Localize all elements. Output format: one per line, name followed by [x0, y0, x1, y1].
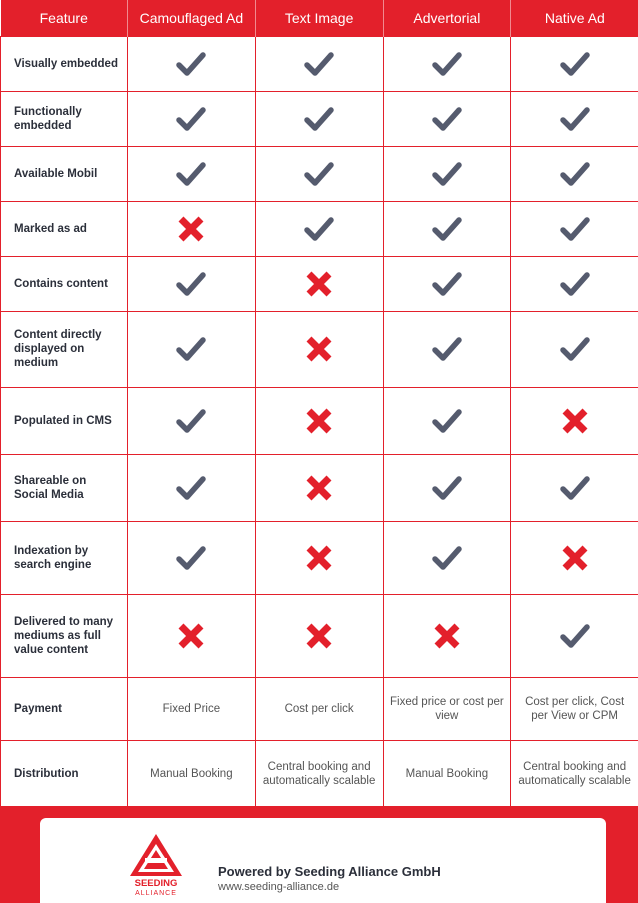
mark-cell: [383, 311, 511, 387]
feature-label: Populated in CMS: [1, 387, 128, 454]
check-icon: [430, 47, 464, 81]
cross-icon: [558, 541, 592, 575]
check-icon: [174, 157, 208, 191]
check-icon: [558, 47, 592, 81]
mark-cell: [511, 311, 638, 387]
cross-icon: [302, 619, 336, 653]
table-row: [1, 521, 638, 594]
cross-icon: [558, 404, 592, 438]
cross-icon: [302, 267, 336, 301]
mark-cell: [255, 594, 383, 677]
mark-cell: [255, 201, 383, 256]
mark-cell: [511, 594, 638, 677]
check-icon: [174, 471, 208, 505]
check-icon: [302, 212, 336, 246]
header-cell: Feature: [39, 9, 88, 26]
table-row: [1, 677, 638, 740]
check-icon: [174, 541, 208, 575]
table-row: [1, 201, 638, 256]
cross-icon: [174, 619, 208, 653]
check-icon: [174, 404, 208, 438]
mark-cell: [128, 146, 256, 201]
check-icon: [430, 212, 464, 246]
mark-cell: [383, 36, 511, 91]
mark-cell: [255, 521, 383, 594]
mark-cell: [511, 387, 638, 454]
website-link[interactable]: www.seeding-alliance.de: [218, 881, 340, 893]
mark-cell: [128, 521, 256, 594]
text-cell: Central booking and automatically scalable: [255, 740, 383, 807]
seeding-alliance-logo: [126, 832, 186, 898]
check-icon: [558, 267, 592, 301]
feature-label: Available Mobil: [1, 146, 128, 201]
mark-cell: [383, 521, 511, 594]
footer: [0, 806, 638, 903]
text-cell: Manual Booking: [383, 740, 511, 807]
feature-label: Indexation by search engine: [1, 521, 128, 594]
feature-label: Functionally embedded: [1, 91, 128, 146]
check-icon: [558, 212, 592, 246]
check-icon: [174, 332, 208, 366]
feature-label: Content directly displayed on medium: [1, 311, 128, 387]
mark-cell: [383, 91, 511, 146]
mark-cell: [511, 201, 638, 256]
footer-card: [40, 818, 606, 903]
header-cell: Camouflaged Ad: [128, 0, 256, 36]
text-cell: Fixed price or cost per view: [383, 677, 511, 740]
text-cell: Cost per click: [255, 677, 383, 740]
check-icon: [558, 157, 592, 191]
mark-cell: [255, 454, 383, 521]
check-icon: [302, 102, 336, 136]
check-icon: [430, 332, 464, 366]
check-icon: [174, 102, 208, 136]
check-icon: [558, 471, 592, 505]
mark-cell: [511, 36, 638, 91]
table-row: [1, 454, 638, 521]
cross-icon: [302, 332, 336, 366]
feature-label: Distribution: [1, 740, 128, 807]
check-icon: [558, 332, 592, 366]
check-icon: [430, 157, 464, 191]
feature-label: Shareable on Social Media: [1, 454, 128, 521]
check-icon: [430, 471, 464, 505]
header-cell: Advertorial: [383, 0, 511, 36]
check-icon: [558, 619, 592, 653]
mark-cell: [128, 201, 256, 256]
mark-cell: [383, 454, 511, 521]
feature-label: Delivered to many mediums as full value content: [1, 594, 128, 677]
mark-cell: [511, 91, 638, 146]
mark-cell: [255, 36, 383, 91]
check-icon: [174, 47, 208, 81]
mark-cell: [255, 387, 383, 454]
mark-cell: [128, 311, 256, 387]
check-icon: [302, 157, 336, 191]
mark-cell: [255, 311, 383, 387]
mark-cell: [511, 146, 638, 201]
feature-label: Marked as ad: [1, 201, 128, 256]
powered-by-text: Powered by Seeding Alliance GmbH: [218, 864, 441, 879]
check-icon: [430, 541, 464, 575]
check-icon: [174, 267, 208, 301]
check-icon: [430, 102, 464, 136]
header-cell: Text Image: [255, 0, 383, 36]
table-row: [1, 594, 638, 677]
table-row: [1, 91, 638, 146]
text-cell: Manual Booking: [128, 740, 256, 807]
mark-cell: [128, 36, 256, 91]
cross-icon: [302, 404, 336, 438]
mark-cell: [128, 91, 256, 146]
check-icon: [302, 47, 336, 81]
feature-label: Visually embedded: [1, 36, 128, 91]
header-row: [1, 0, 638, 36]
mark-cell: [255, 91, 383, 146]
text-cell: Fixed Price: [128, 677, 256, 740]
mark-cell: [383, 594, 511, 677]
check-icon: [430, 267, 464, 301]
mark-cell: [255, 146, 383, 201]
mark-cell: [383, 387, 511, 454]
mark-cell: [383, 146, 511, 201]
text-cell: Central booking and automatically scalable: [511, 740, 638, 807]
cross-icon: [174, 212, 208, 246]
mark-cell: [383, 201, 511, 256]
svg-text:SEEDING: SEEDING: [134, 878, 178, 889]
mark-cell: [128, 594, 256, 677]
text-cell: Cost per click, Cost per View or CPM: [511, 677, 638, 740]
mark-cell: [128, 387, 256, 454]
table-row: [1, 387, 638, 454]
check-icon: [558, 102, 592, 136]
feature-label: Payment: [1, 677, 128, 740]
mark-cell: [511, 454, 638, 521]
mark-cell: [383, 256, 511, 311]
mark-cell: [128, 256, 256, 311]
table-row: [1, 256, 638, 311]
table-row: [1, 311, 638, 387]
cross-icon: [430, 619, 464, 653]
table-row: [1, 36, 638, 91]
cross-icon: [302, 471, 336, 505]
mark-cell: [511, 521, 638, 594]
table-row: [1, 740, 638, 807]
check-icon: [430, 404, 464, 438]
table-row: [1, 146, 638, 201]
mark-cell: [511, 256, 638, 311]
mark-cell: [128, 454, 256, 521]
mark-cell: [255, 256, 383, 311]
feature-label: Contains content: [1, 256, 128, 311]
svg-text:ALLIANCE: ALLIANCE: [135, 890, 177, 897]
cross-icon: [302, 541, 336, 575]
header-cell: Native Ad: [511, 0, 638, 36]
